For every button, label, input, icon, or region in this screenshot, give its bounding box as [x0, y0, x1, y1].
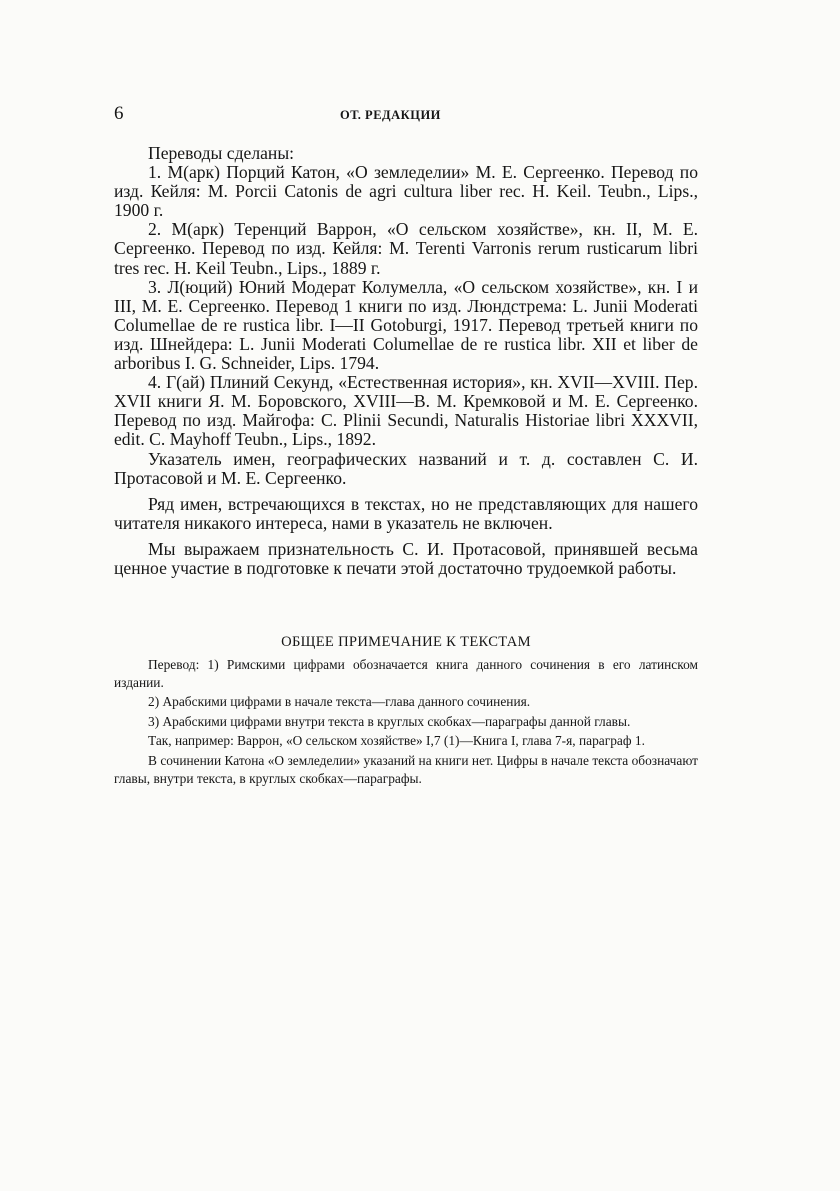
note-example: Так, например: Варрон, «О сельском хозяйстве» I,7 (1)—Книга I, глава 7-я, параграф 1. [148, 733, 645, 749]
omitted-names-paragraph: Ряд имен, встречающихся в текстах, но не представляющих для нашего читателя никакого интереса, нами в указатель не включен. [114, 493, 698, 533]
translation-item-cato: 1. М(арк) Порций Катон, «О земледелии» М. Е. Сергеенко. Перевод по изд. Кейля: М. Porcii Catonis de agri cultura liber rec. H. Keil. Teubn., Lips., 1900 г. [114, 162, 698, 221]
note-arabic-chapters: 2) Арабскими цифрами в начале текста—глава данного сочинения. [148, 694, 531, 710]
acknowledgement-paragraph: Мы выражаем признательность С. И. Протасовой, принявшей весьма ценное участие в подготовке к печати этой достаточно трудоемкой работы. [114, 538, 698, 578]
editorial-note-body [114, 144, 698, 578]
index-credit-paragraph: Указатель имен, географических названий и т. д. составлен С. И. Протасовой и М. Е. Сергеенко. [114, 448, 698, 488]
translations-intro: Переводы сделаны: [148, 143, 295, 163]
general-note-heading: ОБЩЕЕ ПРИМЕЧАНИЕ К ТЕКСТАМ [281, 634, 531, 650]
note-roman-numerals: Перевод: 1) Римскими цифрами обозначается книга данного сочинения в его латинском издании. [114, 657, 698, 690]
note-cato: В сочинении Катона «О земледелии» указаний на книги нет. Цифры в начале текста обозначают главы, внутри текста, в круглых скобках—параграфы. [114, 752, 698, 786]
note-arabic-paragraphs: 3) Арабскими цифрами внутри текста в круглых скобках—параграфы данной главы. [148, 713, 631, 729]
translation-item-varro: 2. М(арк) Теренций Варрон, «О сельском хозяйстве», кн. II, М. Е. Сергеенко. Перевод по изд. Кейля: М. Terenti Varronis rerum rusticarum libri tres rec. H. Keil Teubn., Lips., 1889 г. [114, 219, 698, 278]
page-header [114, 102, 716, 126]
translation-item-columella: 3. Л(юций) Юний Модерат Колумелла, «О сельском хозяйстве», кн. I и III, М. Е. Сергеенко. Перевод 1 книги по изд. Люндстрема: L. Junii Moderati Columellae de re rustica libr. I—II Gotoburgi, 1917. Перевод третьей книги по изд. Шнейдера: L. Junii Moderati Columellae de re rustica libr. XII et liber de arboribus I. G. Schneider, Lips. 1794. [114, 276, 698, 374]
page-number: 6 [114, 103, 124, 124]
running-head: ОТ. РЕДАКЦИИ [340, 108, 441, 122]
translation-item-pliny: 4. Г(ай) Плиний Секунд, «Естественная история», кн. XVII—XVIII. Пер. XVII книги Я. М. Боровского, XVIII—В. М. Кремковой и М. Е. Сергеенко. Перевод по изд. Майгофа: C. Plinii Secundi, Naturalis Historiae libri XXXVII, edit. C. Mayhoff Teubn., Lips., 1892. [114, 372, 698, 450]
general-note-body [114, 656, 698, 789]
